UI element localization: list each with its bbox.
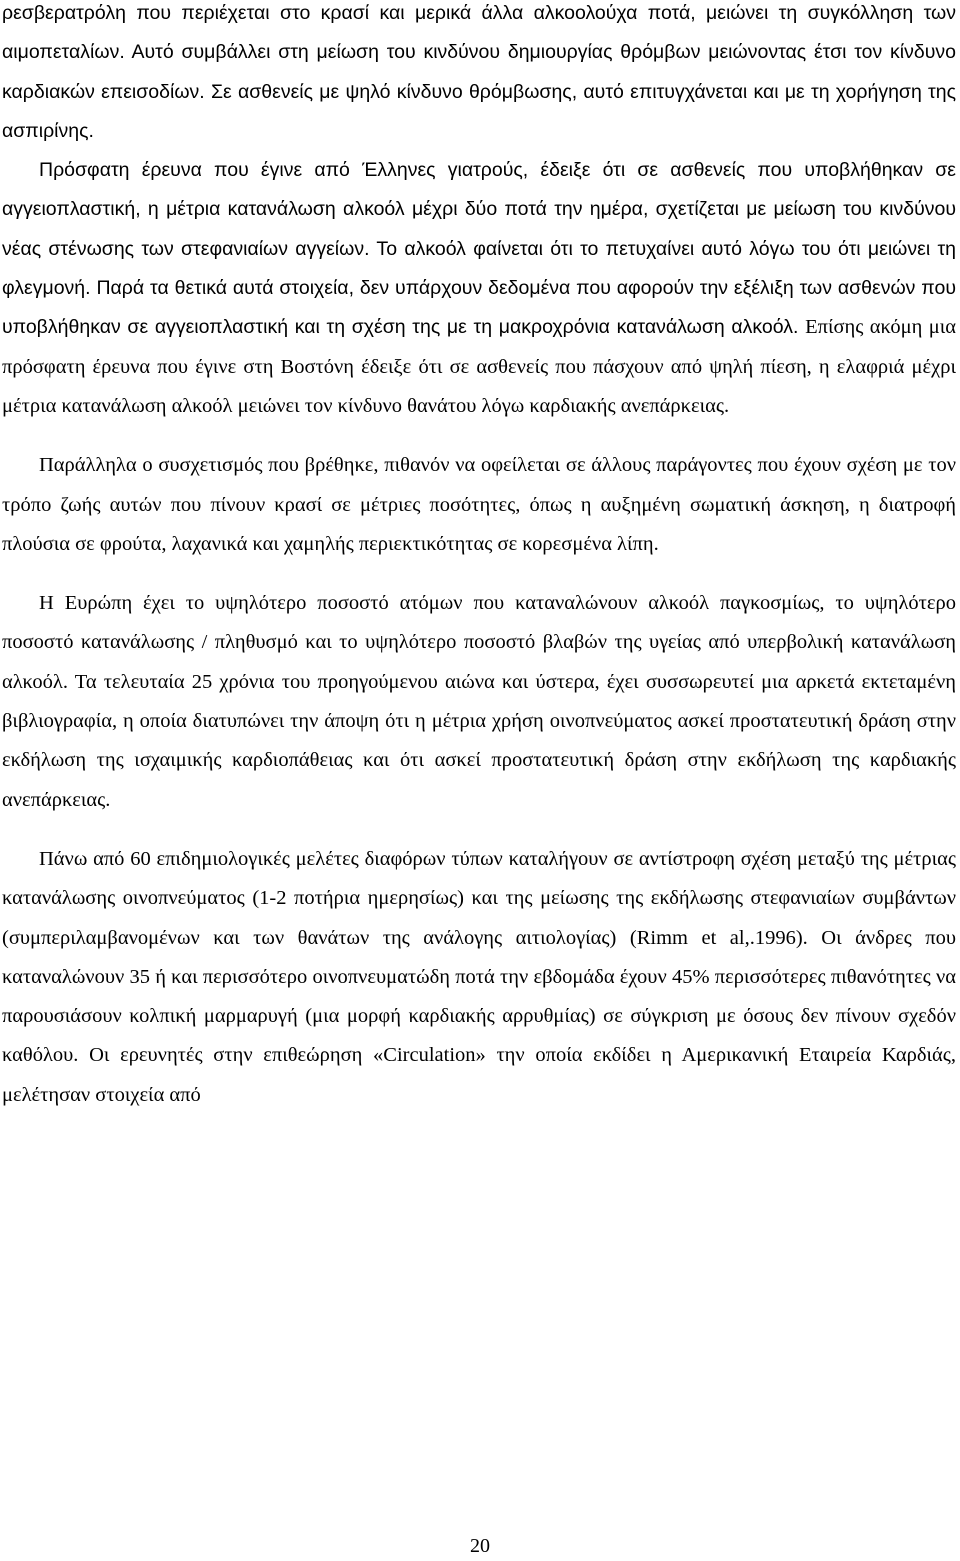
- document-body: [2, 0, 956, 1115]
- paragraph-lifestyle-factors: Παράλληλα ο συσχετισμός που βρέθηκε, πιθανόν να οφείλεται σε άλλους παράγοντες που έχουν σχέση με τον τρόπο ζωής αυτών που πίνουν κρασί σε μέτριες ποσότητες, όπως η αυξημένη σωματική άσκηση, η διατροφή πλούσια σε φρούτα, λαχανικά και χαμηλής περιεκτικότητας σε κορεσμένα λίπη.: [2, 454, 956, 555]
- angioplasty-caveat-text: Παρά τα θετικά αυτά στοιχεία, δεν υπάρχουν δεδομένα που αφορούν την εξέλιξη των ασθενών που υποβλήθηκαν σε αγγειοπλαστική και τη σχέση της με τη μακροχρόνια κατανάλωση αλκοόλ.: [2, 277, 956, 339]
- paragraph-europe-consumption: Η Ευρώπη έχει το υψηλότερο ποσοστό ατόμων που καταναλώνουν αλκοόλ παγκοσμίως, το υψηλότερο ποσοστό κατανάλωσης / πληθυσμό και το υψηλότερο ποσοστό βλαβών της υγείας από υπερβολική κατανάλωση αλκοόλ. Τα τελευταία 25 χρόνια του προηγούμενου αιώνα και ύστερα, έχει συσσωρευτεί μια αρκετά εκτεταμένη βιβλιογραφία, η οποία διατυπώνει την άποψη ότι η μέτρια χρήση οινοπνεύματος ασκεί προστατευτική δράση στην εκδήλωση της ισχαιμικής καρδιοπάθειας και ότι ασκεί προστατευτική δράση στην εκδήλωση της καρδιακής ανεπάρκειας.: [2, 592, 956, 811]
- angioplasty-study-text: Πρόσφατη έρευνα που έγινε από Έλληνες γιατρούς, έδειξε ότι σε ασθενείς που υποβλήθηκαν σε αγγειοπλαστική, η μέτρια κατανάλωση αλκοόλ μέχρι δύο ποτά την ημέρα, σχετίζεται με μείωση του κινδύνου νέας στένωσης των στεφανιαίων αγγείων. Το αλκοόλ φαίνεται ότι το πετυχαίνει αυτό λόγω του ότι μειώνει τη φλεγμονή.: [2, 159, 956, 300]
- paragraph-resveratrol: ρεσβερατρόλη που περιέχεται στο κρασί και μερικά άλλα αλκοολούχα ποτά, μειώνει τη συγκόλληση των αιμοπεταλίων. Αυτό συμβάλλει στη μείωση του κινδύνου δημιουργίας θρόμβων μειώνοντας έτσι τον κίνδυνο καρδιακών επεισοδίων. Σε ασθενείς με ψηλό κίνδυνο θρόμβωσης, αυτό επιτυγχάνεται και με τη χορήγηση της ασπιρίνης.: [2, 2, 956, 142]
- paragraph-angioplasty-study: [2, 151, 956, 426]
- page-number: 20: [470, 1535, 490, 1557]
- boston-study-text: Επίσης ακόμη μια πρόσφατη έρευνα που έγινε στη Βοστόνη έδειξε ότι σε ασθενείς που πάσχουν από ψηλή πίεση, η ελαφριά μέχρι μέτρια κατανάλωση αλκοόλ μειώνει τον κίνδυνο θανάτου λόγω καρδιακής ανεπάρκειας.: [2, 316, 956, 417]
- paragraph-epidemiological-studies: Πάνω από 60 επιδημιολογικές μελέτες διαφόρων τύπων καταλήγουν σε αντίστροφη σχέση μεταξύ της μέτριας κατανάλωσης οινοπνεύματος (1-2 ποτήρια ημερησίως) και της μείωσης της εκδήλωσης στεφανιαίων συμβάντων (συμπεριλαμβανομένων και των θανάτων της ανάλογης αιτιολογίας) (Rimm et al,.1996). Οι άνδρες που καταναλώνουν 35 ή και περισσότερο οινοπνευματώδη ποτά την εβδομάδα έχουν 45% περισσότερες πιθανότητες να παρουσιάσουν κολπική μαρμαρυγή (μια μορφή καρδιακής αρρυθμίας) σε σύγκριση με όσους δεν πίνουν σχεδόν καθόλου. Οι ερευνητές στην επιθεώρηση «Circulation» την οποία εκδίδει η Αμερικανική Εταιρεία Καρδιάς, μελέτησαν στοιχεία από: [2, 847, 956, 1106]
